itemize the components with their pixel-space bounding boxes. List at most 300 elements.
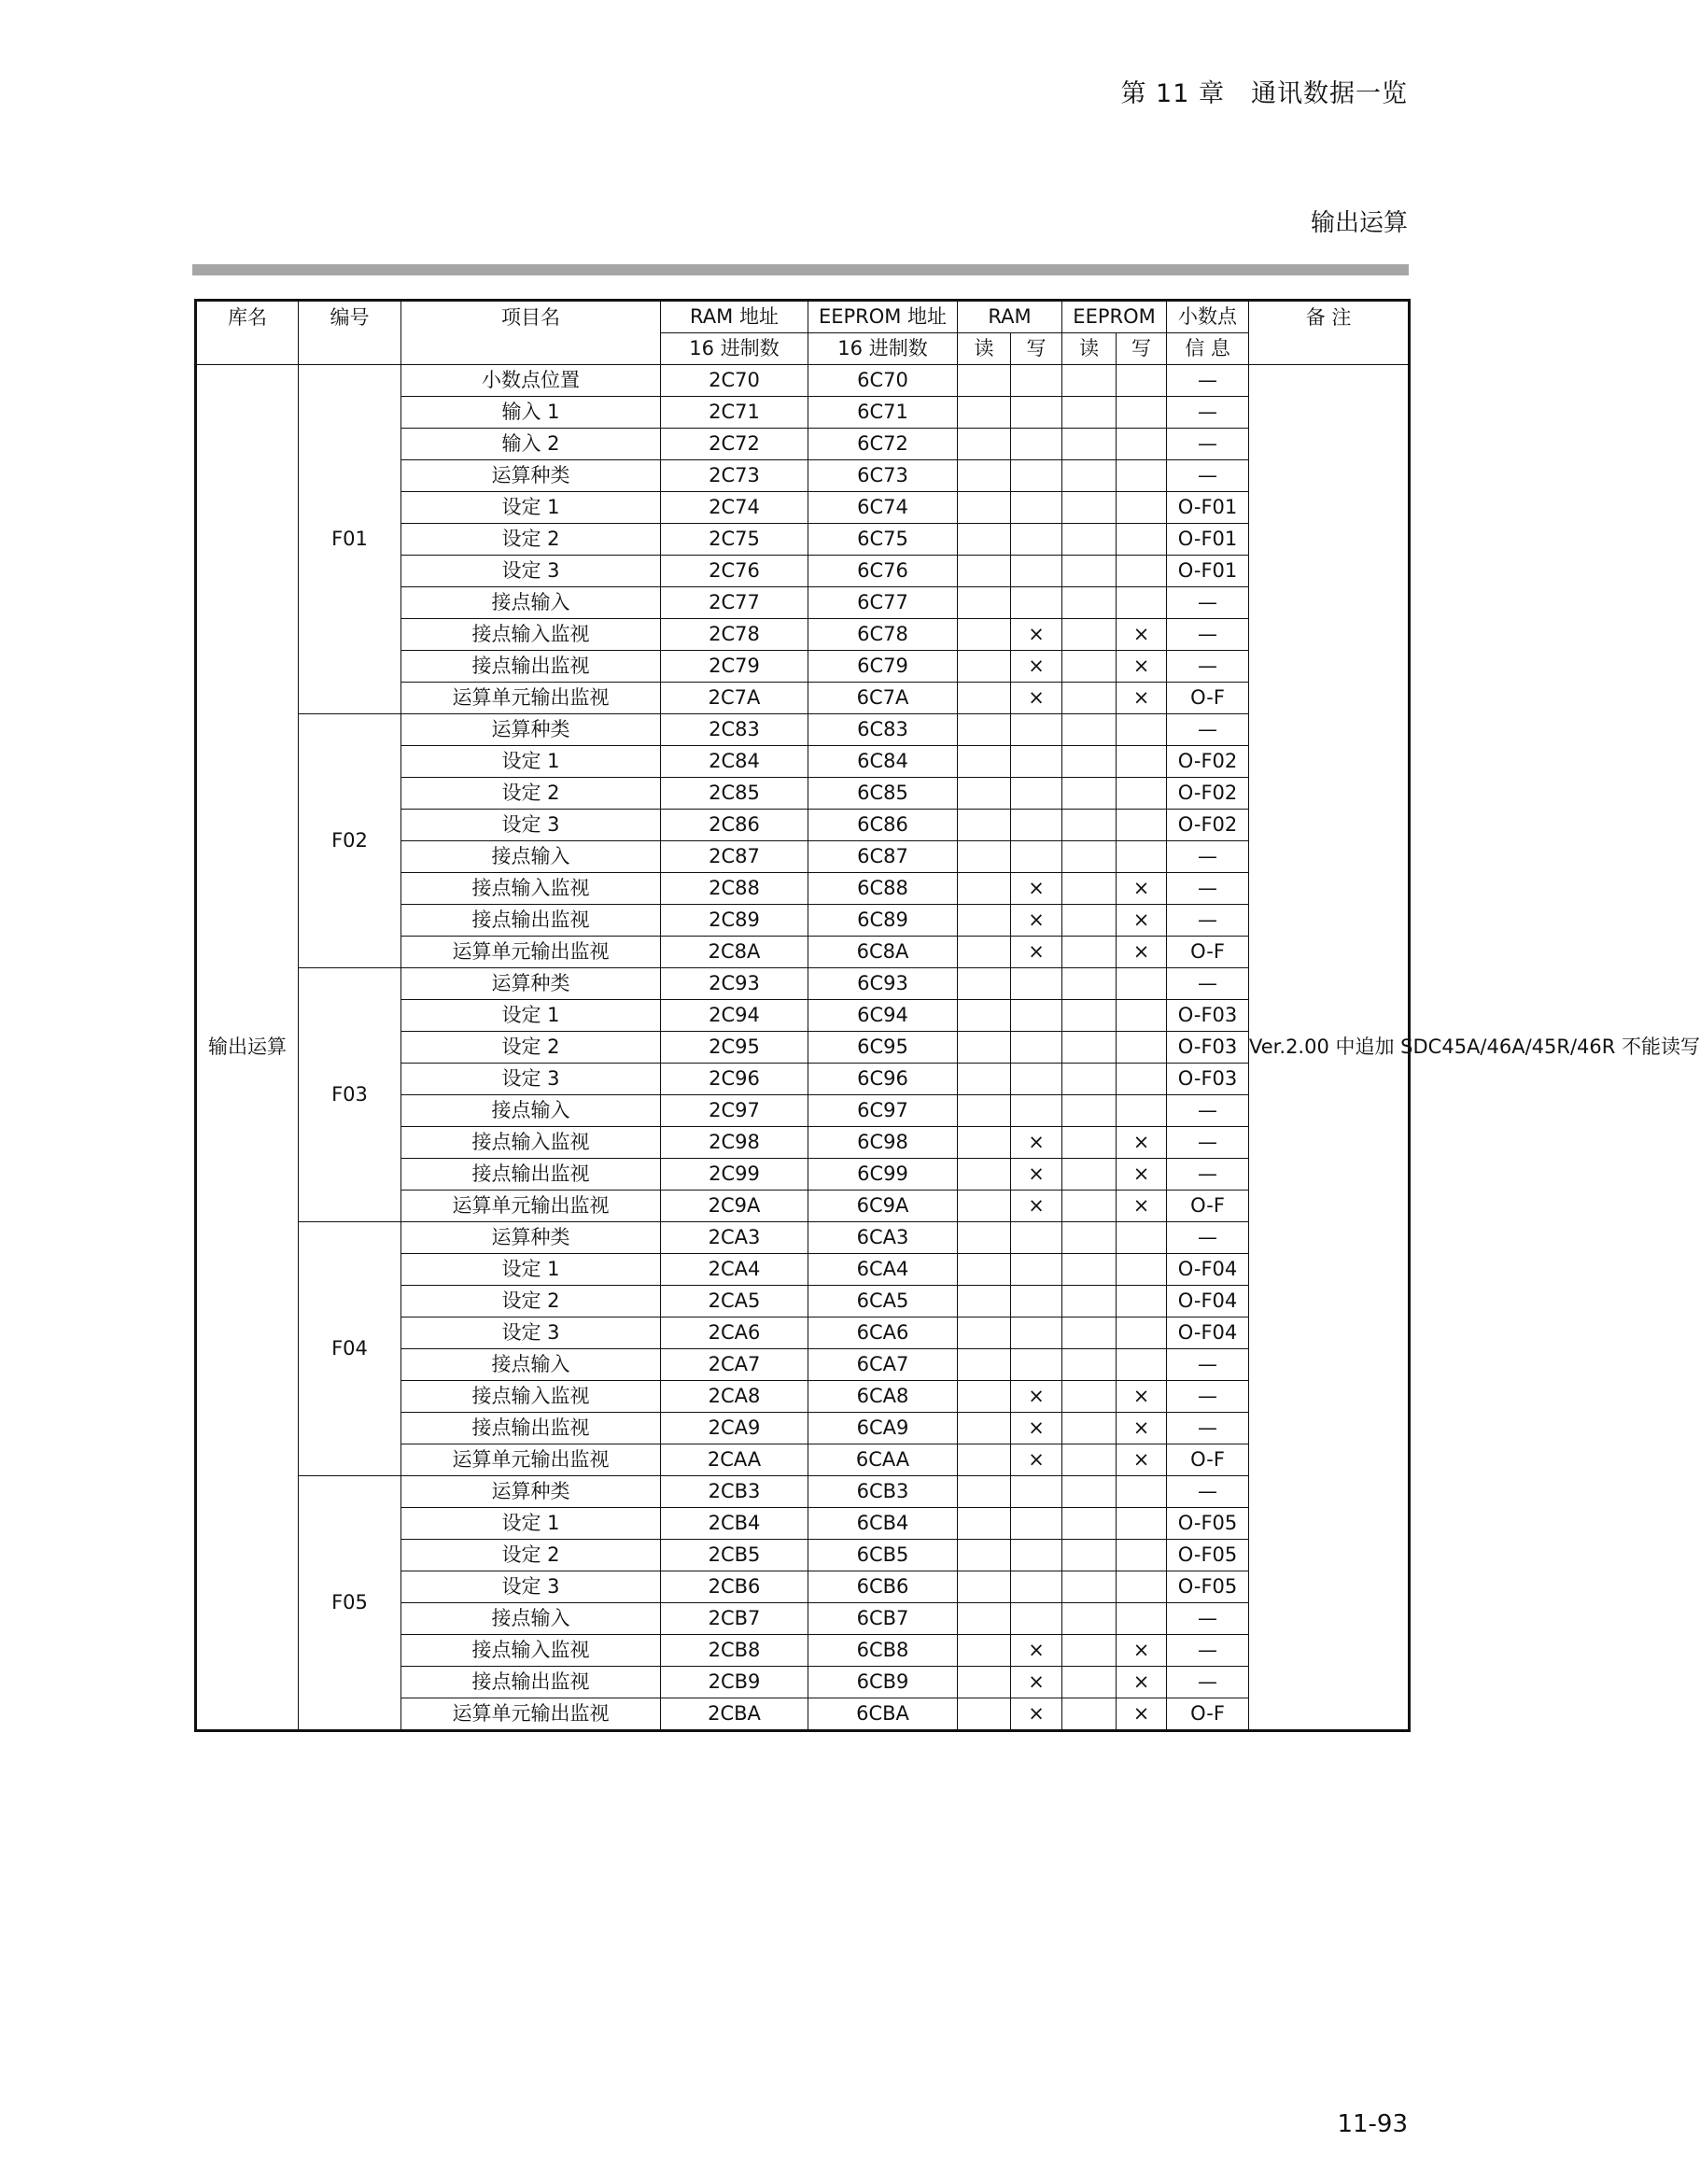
eeprom-write-cell: × [1117,1381,1167,1413]
ram-read-cell [958,587,1011,619]
eeprom-write-cell [1117,587,1167,619]
ram-address-cell: 2C95 [661,1032,808,1064]
ram-read-cell [958,1571,1011,1603]
item-name-cell: 接点输入监视 [401,1381,661,1413]
ram-address-cell: 2CA9 [661,1413,808,1444]
item-name-cell: 接点输入监视 [401,1635,661,1667]
decimal-info-cell: — [1167,841,1249,873]
ram-write-cell: × [1011,873,1062,905]
eeprom-address-cell: 6C70 [808,365,958,397]
section-title: 输出运算 [1310,209,1408,237]
ram-read-cell [958,1317,1011,1349]
table-row [196,1222,1410,1254]
eeprom-write-cell: × [1117,651,1167,683]
item-name-cell: 接点输出监视 [401,905,661,937]
ram-read-cell [958,651,1011,683]
decimal-info-cell: — [1167,365,1249,397]
item-name-cell: 接点输入 [401,1603,661,1635]
header-item-name: 项目名 [401,301,661,365]
ram-address-cell: 2C70 [661,365,808,397]
ram-read-cell [958,1667,1011,1698]
ram-write-cell: × [1011,651,1062,683]
eeprom-write-cell [1117,556,1167,587]
eeprom-address-cell: 6C86 [808,810,958,841]
eeprom-address-cell: 6C93 [808,968,958,1000]
eeprom-address-cell: 6CA3 [808,1222,958,1254]
ram-read-cell [958,1222,1011,1254]
ram-read-cell [958,1413,1011,1444]
ram-read-cell [958,429,1011,460]
group-code-cell: F03 [299,968,401,1222]
item-name-cell: 接点输入监视 [401,873,661,905]
eeprom-read-cell [1062,1222,1117,1254]
ram-read-cell [958,1286,1011,1317]
eeprom-write-cell: × [1117,937,1167,968]
ram-read-cell [958,365,1011,397]
ram-read-cell [958,397,1011,429]
header-library: 库名 [196,301,299,365]
eeprom-address-cell: 6C71 [808,397,958,429]
decimal-info-cell: O-F01 [1167,492,1249,524]
ram-write-cell [1011,556,1062,587]
eeprom-write-cell: × [1117,683,1167,714]
eeprom-read-cell [1062,1603,1117,1635]
eeprom-read-cell [1062,778,1117,810]
header-decimal-info: 信 息 [1167,333,1249,365]
decimal-info-cell: O-F04 [1167,1317,1249,1349]
decimal-info-cell: O-F02 [1167,778,1249,810]
ram-read-cell [958,968,1011,1000]
ram-read-cell [958,746,1011,778]
ram-address-cell: 2CB6 [661,1571,808,1603]
decimal-info-cell: — [1167,651,1249,683]
eeprom-read-cell [1062,714,1117,746]
decimal-info-cell: O-F [1167,1698,1249,1731]
ram-read-cell [958,1032,1011,1064]
eeprom-address-cell: 6CB8 [808,1635,958,1667]
ram-read-cell [958,1191,1011,1222]
eeprom-write-cell [1117,810,1167,841]
item-name-cell: 接点输入 [401,1349,661,1381]
ram-read-cell [958,492,1011,524]
decimal-info-cell: O-F02 [1167,810,1249,841]
eeprom-write-cell [1117,1540,1167,1571]
eeprom-address-cell: 6C79 [808,651,958,683]
group-code-cell: F02 [299,714,401,968]
table-row [196,1476,1410,1508]
ram-write-cell [1011,1540,1062,1571]
ram-write-cell [1011,365,1062,397]
ram-write-cell [1011,397,1062,429]
ram-read-cell [958,1000,1011,1032]
eeprom-read-cell [1062,1095,1117,1127]
ram-write-cell [1011,460,1062,492]
ram-read-cell [958,937,1011,968]
decimal-info-cell: — [1167,429,1249,460]
eeprom-write-cell: × [1117,905,1167,937]
ram-address-cell: 2C73 [661,460,808,492]
decimal-info-cell: — [1167,1476,1249,1508]
eeprom-write-cell [1117,1095,1167,1127]
ram-address-cell: 2C77 [661,587,808,619]
item-name-cell: 设定 2 [401,778,661,810]
ram-write-cell: × [1011,1159,1062,1191]
decimal-info-cell: — [1167,1603,1249,1635]
header-ram-address-hex: 16 进制数 [661,333,808,365]
item-name-cell: 设定 3 [401,1571,661,1603]
ram-address-cell: 2C89 [661,905,808,937]
eeprom-read-cell [1062,397,1117,429]
eeprom-address-cell: 6CB4 [808,1508,958,1540]
ram-read-cell [958,714,1011,746]
decimal-info-cell: — [1167,968,1249,1000]
ram-write-cell [1011,1476,1062,1508]
item-name-cell: 接点输出监视 [401,651,661,683]
table-row [196,365,1410,397]
decimal-info-cell: — [1167,1095,1249,1127]
eeprom-address-cell: 6CA4 [808,1254,958,1286]
eeprom-read-cell [1062,1508,1117,1540]
ram-write-cell: × [1011,1413,1062,1444]
ram-write-cell [1011,1603,1062,1635]
item-name-cell: 接点输出监视 [401,1667,661,1698]
eeprom-address-cell: 6CA9 [808,1413,958,1444]
eeprom-write-cell: × [1117,873,1167,905]
eeprom-address-cell: 6CB7 [808,1603,958,1635]
ram-read-cell [958,1698,1011,1731]
decimal-info-cell: O-F [1167,1191,1249,1222]
item-name-cell: 运算单元输出监视 [401,1444,661,1476]
table-body [196,365,1700,1731]
decimal-info-cell: O-F02 [1167,746,1249,778]
ram-address-cell: 2CB9 [661,1667,808,1698]
ram-read-cell [958,1064,1011,1095]
item-name-cell: 输入 1 [401,397,661,429]
ram-write-cell: × [1011,1444,1062,1476]
eeprom-read-cell [1062,1286,1117,1317]
ram-address-cell: 2C83 [661,714,808,746]
header-ram-write: 写 [1011,333,1062,365]
eeprom-address-cell: 6C85 [808,778,958,810]
eeprom-read-cell [1062,556,1117,587]
decimal-info-cell: — [1167,905,1249,937]
eeprom-address-cell: 6C72 [808,429,958,460]
ram-read-cell [958,1476,1011,1508]
decimal-info-cell: — [1167,714,1249,746]
ram-write-cell [1011,587,1062,619]
eeprom-read-cell [1062,1159,1117,1191]
section-divider [192,264,1409,275]
eeprom-address-cell: 6C87 [808,841,958,873]
decimal-info-cell: O-F05 [1167,1540,1249,1571]
ram-address-cell: 2C75 [661,524,808,556]
ram-address-cell: 2C79 [661,651,808,683]
decimal-info-cell: — [1167,1413,1249,1444]
ram-read-cell [958,1159,1011,1191]
eeprom-write-cell [1117,460,1167,492]
ram-address-cell: 2CBA [661,1698,808,1731]
ram-read-cell [958,460,1011,492]
eeprom-read-cell [1062,1476,1117,1508]
eeprom-read-cell [1062,1635,1117,1667]
eeprom-write-cell [1117,1000,1167,1032]
eeprom-read-cell [1062,746,1117,778]
ram-address-cell: 2CB3 [661,1476,808,1508]
eeprom-read-cell [1062,968,1117,1000]
ram-address-cell: 2CA7 [661,1349,808,1381]
decimal-info-cell: — [1167,587,1249,619]
ram-read-cell [958,1444,1011,1476]
eeprom-address-cell: 6C84 [808,746,958,778]
eeprom-write-cell: × [1117,1191,1167,1222]
eeprom-read-cell [1062,587,1117,619]
eeprom-address-cell: 6C75 [808,524,958,556]
ram-address-cell: 2CA8 [661,1381,808,1413]
ram-read-cell [958,619,1011,651]
eeprom-read-cell [1062,1540,1117,1571]
eeprom-write-cell [1117,492,1167,524]
item-name-cell: 设定 3 [401,810,661,841]
ram-write-cell [1011,1286,1062,1317]
ram-address-cell: 2C94 [661,1000,808,1032]
ram-address-cell: 2C9A [661,1191,808,1222]
eeprom-read-cell [1062,841,1117,873]
eeprom-read-cell [1062,429,1117,460]
eeprom-address-cell: 6C7A [808,683,958,714]
communication-data-table [194,299,1700,1732]
page-number: 11-93 [1337,2110,1408,2138]
ram-write-cell: × [1011,905,1062,937]
eeprom-write-cell [1117,1317,1167,1349]
eeprom-address-cell: 6CA6 [808,1317,958,1349]
eeprom-write-cell: × [1117,1698,1167,1731]
ram-read-cell [958,841,1011,873]
ram-write-cell: × [1011,683,1062,714]
eeprom-address-cell: 6C94 [808,1000,958,1032]
ram-address-cell: 2C71 [661,397,808,429]
eeprom-write-cell [1117,365,1167,397]
ram-write-cell [1011,1571,1062,1603]
eeprom-write-cell: × [1117,1413,1167,1444]
item-name-cell: 运算单元输出监视 [401,1191,661,1222]
ram-read-cell [958,810,1011,841]
item-name-cell: 运算种类 [401,460,661,492]
header-number: 编号 [299,301,401,365]
ram-read-cell [958,1635,1011,1667]
eeprom-address-cell: 6C98 [808,1127,958,1159]
decimal-info-cell: O-F03 [1167,1032,1249,1064]
eeprom-address-cell: 6C95 [808,1032,958,1064]
header-remarks: 备 注 [1249,301,1410,365]
chapter-title: 第 11 章 通讯数据一览 [1120,79,1408,108]
library-name-cell: 输出运算 [196,365,299,1731]
ram-address-cell: 2C7A [661,683,808,714]
item-name-cell: 设定 3 [401,556,661,587]
ram-write-cell: × [1011,1667,1062,1698]
eeprom-write-cell [1117,1222,1167,1254]
item-name-cell: 运算种类 [401,968,661,1000]
item-name-cell: 设定 2 [401,524,661,556]
eeprom-read-cell [1062,683,1117,714]
ram-read-cell [958,1381,1011,1413]
item-name-cell: 运算单元输出监视 [401,1698,661,1731]
decimal-info-cell: — [1167,397,1249,429]
eeprom-address-cell: 6CA7 [808,1349,958,1381]
eeprom-address-cell: 6CAA [808,1444,958,1476]
table-header [196,301,1410,365]
eeprom-read-cell [1062,1698,1117,1731]
ram-write-cell [1011,746,1062,778]
ram-read-cell [958,1540,1011,1571]
ram-write-cell [1011,714,1062,746]
eeprom-read-cell [1062,1413,1117,1444]
eeprom-write-cell [1117,1032,1167,1064]
decimal-info-cell: — [1167,1349,1249,1381]
decimal-info-cell: — [1167,873,1249,905]
ram-read-cell [958,905,1011,937]
ram-write-cell [1011,778,1062,810]
item-name-cell: 设定 2 [401,1540,661,1571]
eeprom-write-cell [1117,1571,1167,1603]
ram-address-cell: 2C84 [661,746,808,778]
eeprom-write-cell: × [1117,1159,1167,1191]
decimal-info-cell: — [1167,1667,1249,1698]
eeprom-read-cell [1062,1191,1117,1222]
eeprom-write-cell [1117,778,1167,810]
group-code-cell: F01 [299,365,401,714]
eeprom-read-cell [1062,1254,1117,1286]
ram-write-cell [1011,968,1062,1000]
group-code-cell: F05 [299,1476,401,1731]
ram-read-cell [958,556,1011,587]
eeprom-address-cell: 6C89 [808,905,958,937]
eeprom-address-cell: 6C77 [808,587,958,619]
item-name-cell: 接点输出监视 [401,1159,661,1191]
item-name-cell: 运算种类 [401,1476,661,1508]
ram-write-cell [1011,1349,1062,1381]
ram-read-cell [958,1095,1011,1127]
decimal-info-cell: O-F03 [1167,1000,1249,1032]
eeprom-address-cell: 6C9A [808,1191,958,1222]
decimal-info-cell: — [1167,1381,1249,1413]
eeprom-address-cell: 6C74 [808,492,958,524]
table-row [196,968,1410,1000]
eeprom-write-cell [1117,746,1167,778]
header-ram: RAM [958,301,1062,333]
eeprom-read-cell [1062,937,1117,968]
ram-address-cell: 2C98 [661,1127,808,1159]
eeprom-write-cell: × [1117,1127,1167,1159]
ram-write-cell [1011,492,1062,524]
eeprom-read-cell [1062,1127,1117,1159]
ram-read-cell [958,873,1011,905]
eeprom-write-cell [1117,1603,1167,1635]
eeprom-address-cell: 6CB6 [808,1571,958,1603]
ram-write-cell: × [1011,937,1062,968]
eeprom-read-cell [1062,1000,1117,1032]
eeprom-write-cell [1117,714,1167,746]
ram-write-cell [1011,1032,1062,1064]
ram-address-cell: 2C87 [661,841,808,873]
header-eeprom-address-hex: 16 进制数 [808,333,958,365]
eeprom-address-cell: 6CB3 [808,1476,958,1508]
ram-address-cell: 2C86 [661,810,808,841]
item-name-cell: 接点输入 [401,841,661,873]
ram-read-cell [958,524,1011,556]
eeprom-read-cell [1062,460,1117,492]
eeprom-read-cell [1062,1381,1117,1413]
ram-write-cell [1011,1095,1062,1127]
ram-write-cell [1011,1508,1062,1540]
eeprom-write-cell [1117,1476,1167,1508]
header-eeprom-address: EEPROM 地址 [808,301,958,333]
decimal-info-cell: O-F04 [1167,1254,1249,1286]
eeprom-read-cell [1062,651,1117,683]
decimal-info-cell: — [1167,1159,1249,1191]
eeprom-read-cell [1062,873,1117,905]
ram-address-cell: 2C76 [661,556,808,587]
decimal-info-cell: O-F01 [1167,556,1249,587]
decimal-info-cell: O-F05 [1167,1508,1249,1540]
ram-address-cell: 2C88 [661,873,808,905]
eeprom-read-cell [1062,365,1117,397]
decimal-info-cell: O-F04 [1167,1286,1249,1317]
eeprom-write-cell [1117,429,1167,460]
eeprom-read-cell [1062,1064,1117,1095]
eeprom-read-cell [1062,1032,1117,1064]
ram-address-cell: 2C96 [661,1064,808,1095]
ram-read-cell [958,1254,1011,1286]
ram-read-cell [958,1349,1011,1381]
item-name-cell: 设定 1 [401,1000,661,1032]
eeprom-address-cell: 6C96 [808,1064,958,1095]
ram-address-cell: 2C72 [661,429,808,460]
eeprom-address-cell: 6C73 [808,460,958,492]
decimal-info-cell: O-F03 [1167,1064,1249,1095]
ram-read-cell [958,778,1011,810]
item-name-cell: 接点输入监视 [401,619,661,651]
eeprom-read-cell [1062,1571,1117,1603]
eeprom-read-cell [1062,905,1117,937]
ram-address-cell: 2C85 [661,778,808,810]
ram-address-cell: 2C74 [661,492,808,524]
eeprom-write-cell [1117,524,1167,556]
ram-write-cell [1011,429,1062,460]
ram-address-cell: 2CA4 [661,1254,808,1286]
ram-write-cell [1011,1000,1062,1032]
ram-write-cell [1011,1254,1062,1286]
item-name-cell: 接点输出监视 [401,1413,661,1444]
ram-read-cell [958,1127,1011,1159]
ram-write-cell: × [1011,1381,1062,1413]
eeprom-address-cell: 6CB9 [808,1667,958,1698]
item-name-cell: 设定 3 [401,1064,661,1095]
eeprom-address-cell: 6C83 [808,714,958,746]
eeprom-read-cell [1062,1349,1117,1381]
ram-address-cell: 2C8A [661,937,808,968]
eeprom-write-cell [1117,1254,1167,1286]
ram-address-cell: 2C97 [661,1095,808,1127]
decimal-info-cell: O-F01 [1167,524,1249,556]
item-name-cell: 运算单元输出监视 [401,683,661,714]
eeprom-address-cell: 6CA8 [808,1381,958,1413]
ram-address-cell: 2CB8 [661,1635,808,1667]
item-name-cell: 运算单元输出监视 [401,937,661,968]
eeprom-read-cell [1062,492,1117,524]
eeprom-write-cell [1117,841,1167,873]
decimal-info-cell: — [1167,1222,1249,1254]
ram-address-cell: 2CB4 [661,1508,808,1540]
